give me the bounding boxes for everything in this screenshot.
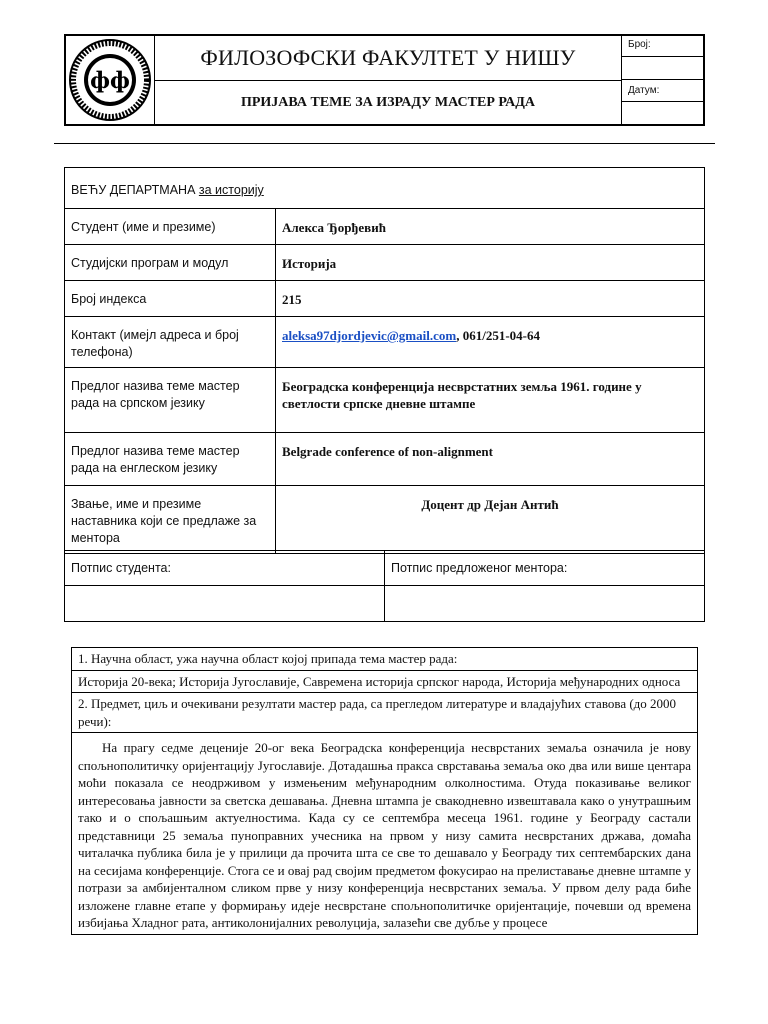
sections-table: [71, 647, 698, 935]
index-number-value[interactable]: 215: [276, 281, 705, 317]
form-title: ПРИЈАВА ТЕМЕ ЗА ИЗРАДУ МАСТЕР РАДА: [240, 94, 536, 110]
section-1-text[interactable]: Историја 20-века; Историја Југославије, Савремена историја српског народа, Историја међународних односа: [72, 670, 698, 693]
contact-label: Контакт (имејл адреса и број телефона): [65, 317, 276, 368]
study-program-label: Студијски програм и модул: [65, 245, 276, 281]
logo-letters: фф: [90, 68, 130, 94]
title-serbian-label: Предлог назива теме мастер рада на српском језику: [65, 368, 276, 433]
faculty-logo: [66, 36, 154, 124]
logo-cell: [66, 36, 155, 124]
council-cell: [65, 168, 705, 209]
document-header: [64, 34, 705, 126]
mentor-signature-field[interactable]: [385, 586, 705, 622]
email-link[interactable]: aleksa97djordjevic@gmail.com: [282, 328, 457, 343]
date-label: Датум:: [628, 85, 660, 96]
student-name-label: Студент (име и презиме): [65, 209, 276, 245]
student-signature-label: Потпис студента:: [65, 551, 385, 586]
registry-meta: [622, 36, 703, 124]
mentor-signature-label: Потпис предложеног ментора:: [385, 551, 705, 586]
title-english-label: Предлог назива теме мастер рада на енглеском језику: [65, 433, 276, 486]
date-row: [622, 80, 703, 102]
section-2-text[interactable]: На прагу седме деценије 20-ог века Београдска конференција несврстаних земаља означила је нову спољнополитичку оријентацију Југославије. Дотадашња пракса сврставања земаља око два или више центара моћи показала се неодрживом у измењеним међународним олколностима. Отуда показивање великог интересовања јавности за светска дешавања. Дневна штампа је свакодневно извештавала како о унутрашњим тако и о спољашњим актуелностима. Када су се септембра месеца 1961. године у Београду састали представници 25 земаља пуноправних учесника на првом у низу самита несврстаних држава, домаћа читалачка публика била је у прилици да прочита шта се све то дешавало у Београду тих септембарских дана на сесијама конференције. Стога се и овај рад својим предметом фокусирао на прелиставање дневне штампе у потрази за амбијенталном сликом прве у низу конференција несврстаних земаља. У првом делу рада биће изложене главне етапе у формирању идеје несврстане спољнополитичке оријентације, почевши од времена избијања Хладног рата, антиколонијалних револуција, залазећи све дубље у процесе: [72, 733, 698, 935]
contact-value[interactable]: [276, 317, 705, 368]
faculty-title: ФИЛОЗОФСКИ ФАКУЛТЕТ У НИШУ: [155, 36, 621, 81]
number-value-field[interactable]: [622, 57, 703, 80]
title-english-value[interactable]: Belgrade conference of non-alignment: [276, 433, 705, 486]
title-cell: [155, 36, 622, 124]
council-prefix: ВЕЋУ ДЕПАРТМАНА: [71, 183, 199, 197]
date-value-field[interactable]: [622, 102, 703, 124]
mentor-value[interactable]: Доцент др Дејан Антић: [276, 486, 705, 554]
number-label: Број:: [628, 39, 651, 50]
council-department: за историју: [198, 183, 264, 197]
mentor-label: Звање, име и презиме наставника који се предлаже за ментора: [65, 486, 276, 554]
section-2-heading: 2. Предмет, циљ и очекивани резултати мастер рада, са прегледом литературе и владајућих ставова (до 2000 речи):: [72, 693, 698, 733]
student-signature-field[interactable]: [65, 586, 385, 622]
signature-table: [64, 550, 705, 622]
student-name-value[interactable]: Алекса Ђорђевић: [276, 209, 705, 245]
header-divider: [54, 143, 715, 144]
phone-number: , 061/251-04-64: [456, 328, 540, 343]
section-1-heading: 1. Научна област, ужа научна област којој припада тема мастер рада:: [72, 648, 698, 671]
number-row: [622, 36, 703, 57]
title-serbian-value[interactable]: Београдска конференција несврстатних земља 1961. године у светлости српске дневне штампе: [276, 368, 705, 433]
study-program-value[interactable]: Историја: [276, 245, 705, 281]
application-form-table: [64, 167, 705, 554]
index-number-label: Број индекса: [65, 281, 276, 317]
